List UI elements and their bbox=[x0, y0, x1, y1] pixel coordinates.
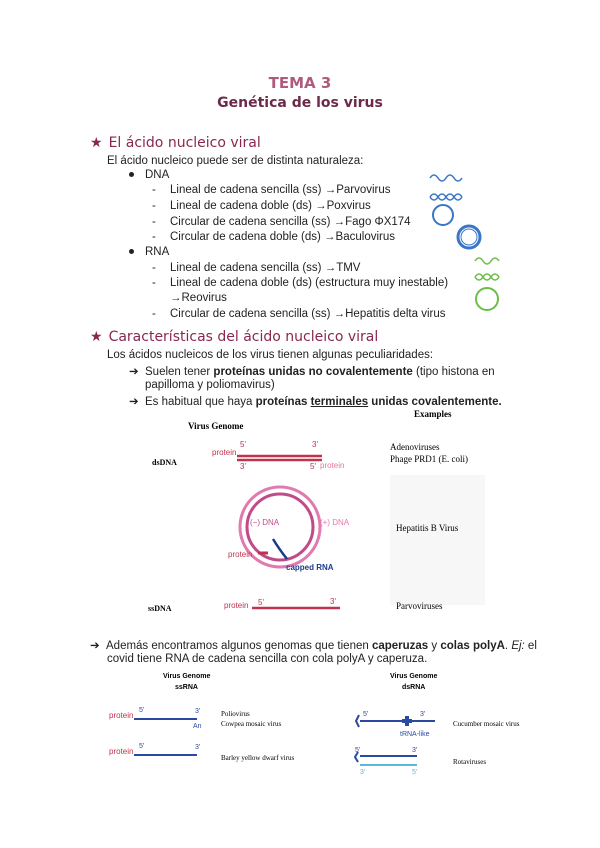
svg-text:5': 5' bbox=[363, 711, 369, 718]
genome-figure-2 bbox=[105, 668, 535, 778]
list-item-cont: →Reovirus bbox=[170, 292, 227, 304]
svg-text:3': 3' bbox=[360, 769, 366, 776]
svg-text:5': 5' bbox=[310, 462, 316, 471]
page-subtitle: Genética de los virus bbox=[217, 95, 383, 111]
protein-label: protein bbox=[228, 550, 253, 559]
svg-text:3': 3' bbox=[420, 711, 426, 718]
point-1-cont: papilloma y poliomavirus) bbox=[145, 379, 275, 391]
arrow-icon: ➔ bbox=[90, 640, 100, 652]
cucumber-label: Cucumber mosaic virus bbox=[453, 720, 520, 728]
dsdna-label: dsDNA bbox=[152, 458, 177, 467]
dna-label: DNA bbox=[129, 169, 169, 181]
svg-text:5': 5' bbox=[412, 769, 418, 776]
capped-rna-strand bbox=[273, 539, 287, 559]
bullet-icon bbox=[129, 249, 134, 254]
genome-figure-1 bbox=[140, 405, 500, 620]
list-item: - Lineal de cadena sencilla (ss) →Parvovirus bbox=[152, 184, 391, 196]
ssrna-wave-icon bbox=[475, 258, 499, 264]
trna-icon bbox=[402, 716, 412, 726]
svg-text:5': 5' bbox=[240, 440, 246, 449]
list-item: - Circular de cadena doble (ds) →Baculovirus bbox=[152, 231, 395, 243]
list-item: - Circular de cadena sencilla (ss) →Hepatitis delta virus bbox=[152, 308, 446, 320]
dsrna-wave-icon bbox=[475, 274, 499, 280]
protein-label: protein bbox=[224, 601, 249, 610]
examples-label: Examples bbox=[414, 409, 452, 419]
svg-text:3': 3' bbox=[412, 747, 418, 754]
point-3-cont: covid tiene RNA de cadena sencilla con cola polyA y caperuza. bbox=[107, 653, 428, 665]
svg-text:3': 3' bbox=[195, 708, 201, 715]
star-icon: ★ bbox=[90, 329, 103, 345]
protein-label: protein bbox=[320, 461, 345, 470]
circular-ssdna-icon bbox=[433, 205, 453, 225]
virus-genome-label: Virus Genome bbox=[188, 421, 244, 431]
list-item: - Circular de cadena sencilla (ss) →Fago ΦX174 bbox=[152, 216, 411, 228]
list-item: - Lineal de cadena sencilla (ss) →TMV bbox=[152, 262, 361, 274]
svg-text:3': 3' bbox=[195, 744, 201, 751]
poliovirus-label: Poliovirus bbox=[221, 710, 250, 718]
dsdna-wave-icon bbox=[430, 194, 462, 200]
rna-label: RNA bbox=[129, 246, 169, 258]
virus-genome-label: Virus Genome bbox=[163, 673, 211, 680]
arrow-icon: ➔ bbox=[129, 396, 139, 408]
svg-text:An: An bbox=[193, 723, 202, 730]
cowpea-label: Cowpea mosaic virus bbox=[221, 720, 282, 728]
point-1: ➔ Suelen tener proteínas unidas no covalentemente (tipo histona en bbox=[129, 366, 495, 378]
svg-text:5': 5' bbox=[139, 707, 145, 714]
barley-label: Barley yellow dwarf virus bbox=[221, 754, 295, 762]
section2-heading: ★ Características del ácido nucleico viral bbox=[90, 329, 379, 345]
protein-label: protein bbox=[109, 711, 134, 720]
point-3: ➔ Además encontramos algunos genomas que tienen caperuzas y colas polyA. Ej: el bbox=[90, 640, 537, 652]
svg-text:5': 5' bbox=[139, 743, 145, 750]
trna-label: tRNA-like bbox=[400, 731, 430, 738]
virus-genome-label: Virus Genome bbox=[390, 673, 438, 680]
phage-label: Phage PRD1 (E. coli) bbox=[390, 454, 468, 464]
arrow-icon: ➔ bbox=[129, 366, 139, 378]
svg-text:5': 5' bbox=[258, 598, 264, 607]
svg-text:(+) DNA: (+) DNA bbox=[320, 518, 350, 527]
section2-intro: Los ácidos nucleicos de los virus tienen algunas peculiaridades: bbox=[107, 349, 434, 361]
section1-heading: ★ El ácido nucleico viral bbox=[90, 135, 261, 151]
dsrna-label: dsRNA bbox=[402, 684, 426, 691]
protein-label: protein bbox=[212, 448, 237, 457]
adenovirus-label: Adenoviruses bbox=[390, 442, 440, 452]
section1-intro: El ácido nucleico puede ser de distinta naturaleza: bbox=[107, 155, 364, 167]
parvovirus-label: Parvoviruses bbox=[396, 601, 443, 611]
capped-rna-label: capped RNA bbox=[286, 563, 334, 572]
list-item: - Lineal de cadena doble (ds) (estructura muy inestable) bbox=[152, 277, 449, 289]
ssdna-label: ssDNA bbox=[148, 604, 172, 613]
list-item: - Lineal de cadena doble (ds) →Poxvirus bbox=[152, 200, 371, 212]
svg-text:3': 3' bbox=[312, 440, 318, 449]
protein-label: protein bbox=[109, 747, 134, 756]
ssdna-wave-icon bbox=[430, 175, 462, 181]
ssrna-label: ssRNA bbox=[175, 684, 198, 691]
page-title: TEMA 3 bbox=[268, 74, 332, 92]
circular-ssrna-icon bbox=[476, 288, 498, 310]
svg-text:3': 3' bbox=[330, 597, 336, 606]
nucleic-acid-icons bbox=[425, 165, 505, 315]
star-icon: ★ bbox=[90, 135, 103, 151]
svg-text:3': 3' bbox=[240, 462, 246, 471]
svg-text:(−) DNA: (−) DNA bbox=[250, 518, 280, 527]
bullet-icon bbox=[129, 172, 134, 177]
rotavirus-label: Rotaviruses bbox=[453, 758, 487, 766]
cap-icon bbox=[356, 715, 359, 727]
svg-text:5': 5' bbox=[355, 747, 361, 754]
hepb-label: Hepatitis B Virus bbox=[396, 523, 459, 533]
point-2: ➔ Es habitual que haya proteínas terminales unidas covalentemente. bbox=[129, 396, 502, 408]
